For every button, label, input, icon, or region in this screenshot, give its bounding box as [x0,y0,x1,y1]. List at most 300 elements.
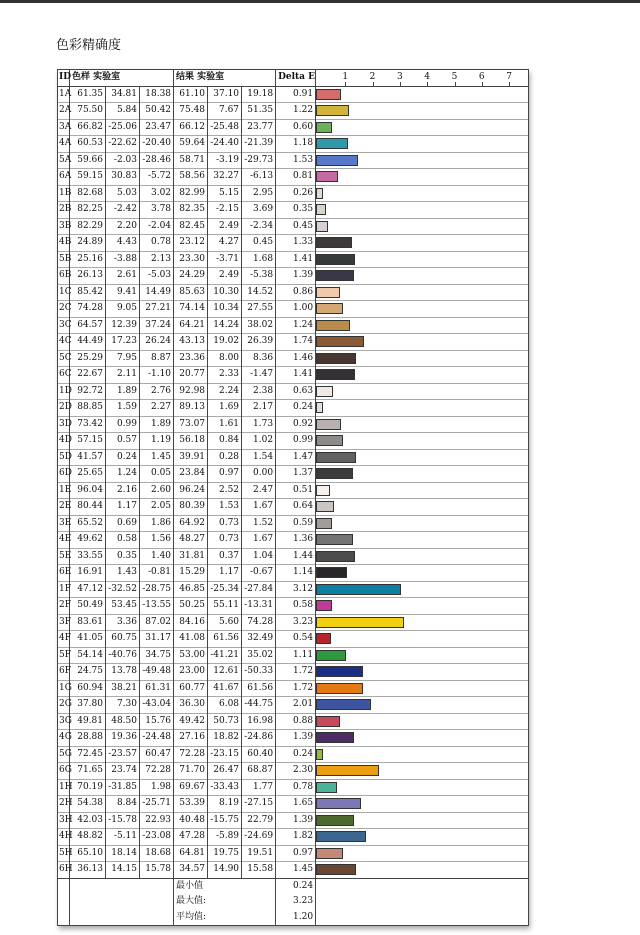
header-id: ID [58,70,70,87]
result-a: 14.90 [208,862,242,879]
delta-e-bar-cell [316,433,529,450]
result-a: 1.17 [208,565,242,582]
delta-e-value: 1.65 [276,796,316,813]
reference-b: -20.40 [140,136,174,153]
delta-e-bar [316,633,331,644]
result-a: -2.15 [208,202,242,219]
delta-e-bar-cell [316,169,529,186]
table-row [58,268,529,285]
patch-id: 5B [58,251,70,268]
color-accuracy-table-container [57,69,528,926]
result-a: 0.84 [208,433,242,450]
reference-a: 12.39 [106,317,140,334]
delta-e-bar-cell [316,301,529,318]
delta-e-value: 0.54 [276,631,316,648]
delta-e-bar [316,270,354,281]
delta-e-value: 1.47 [276,449,316,466]
table-row [58,334,529,351]
patch-id: 5H [58,845,70,862]
reference-a: -2.03 [106,152,140,169]
table-row [58,598,529,615]
result-l: 71.70 [174,763,208,780]
result-b: -50.33 [242,664,276,681]
axis-tick-label: 4 [424,72,431,83]
delta-e-bar-cell [316,334,529,351]
delta-e-value: 0.45 [276,218,316,235]
delta-e-value: 0.58 [276,598,316,615]
reference-a: 5.84 [106,103,140,120]
reference-l: 41.05 [70,631,106,648]
delta-e-bar-cell [316,218,529,235]
delta-e-bar [316,732,354,743]
reference-a: -22.62 [106,136,140,153]
delta-e-bar [316,749,323,760]
result-l: 61.10 [174,86,208,103]
table-row [58,812,529,829]
reference-a: 9.05 [106,301,140,318]
result-l: 46.85 [174,581,208,598]
reference-a: 5.03 [106,185,140,202]
reference-l: 82.29 [70,218,106,235]
summary-row [58,910,529,926]
result-b: 2.38 [242,383,276,400]
delta-e-bar [316,650,346,661]
delta-e-bar-cell [316,235,529,252]
patch-id: 3D [58,416,70,433]
reference-b: 1.45 [140,449,174,466]
delta-e-bar [316,303,343,314]
delta-e-value: 0.63 [276,383,316,400]
table-row [58,515,529,532]
result-l: 53.39 [174,796,208,813]
reference-a: -5.11 [106,829,140,846]
reference-a: 2.11 [106,367,140,384]
delta-e-bar-cell [316,86,529,103]
reference-b: 0.05 [140,466,174,483]
result-b: 2.47 [242,482,276,499]
reference-a: 0.58 [106,532,140,549]
patch-id: 4E [58,532,70,549]
reference-b: 15.76 [140,713,174,730]
result-a: 0.28 [208,449,242,466]
patch-id: 6C [58,367,70,384]
result-l: 24.29 [174,268,208,285]
reference-b: 3.02 [140,185,174,202]
patch-id: 5D [58,449,70,466]
result-b: 16.98 [242,713,276,730]
result-l: 85.63 [174,284,208,301]
reference-l: 25.65 [70,466,106,483]
table-row [58,284,529,301]
result-b: 23.77 [242,119,276,136]
table-row [58,119,529,136]
patch-id: 2C [58,301,70,318]
delta-e-value: 1.44 [276,548,316,565]
reference-b: -5.03 [140,268,174,285]
delta-e-value: 0.86 [276,284,316,301]
reference-b: -25.71 [140,796,174,813]
result-l: 64.21 [174,317,208,334]
delta-e-bar-cell [316,136,529,153]
table-row [58,218,529,235]
result-l: 39.91 [174,449,208,466]
delta-e-bar-cell [316,103,529,120]
result-a: -3.71 [208,251,242,268]
result-l: 89.13 [174,400,208,417]
result-a: 5.15 [208,185,242,202]
result-b: -27.15 [242,796,276,813]
delta-e-bar [316,105,349,116]
reference-b: -24.48 [140,730,174,747]
result-b: 1.67 [242,499,276,516]
reference-b: 2.76 [140,383,174,400]
delta-e-bar-cell [316,367,529,384]
result-b: 19.18 [242,86,276,103]
result-a: 8.19 [208,796,242,813]
delta-e-bar-cell [316,317,529,334]
header-result-lab: 结果 实验室 [174,70,276,87]
reference-a: -31.85 [106,779,140,796]
delta-e-bar [316,171,338,182]
reference-a: 7.95 [106,350,140,367]
table-row [58,185,529,202]
result-l: 43.13 [174,334,208,351]
patch-id: 2F [58,598,70,615]
delta-e-value: 1.14 [276,565,316,582]
delta-e-bar [316,336,364,347]
reference-l: 60.53 [70,136,106,153]
header-delta-e: Delta E [276,70,316,87]
reference-b: 0.78 [140,235,174,252]
patch-id: 1E [58,482,70,499]
delta-e-value: 1.39 [276,268,316,285]
table-row [58,697,529,714]
patch-id: 5E [58,548,70,565]
table-row [58,763,529,780]
result-a: -25.48 [208,119,242,136]
delta-e-bar-cell [316,647,529,664]
reference-l: 36.13 [70,862,106,879]
reference-l: 65.52 [70,515,106,532]
reference-l: 72.45 [70,746,106,763]
result-b: -44.75 [242,697,276,714]
reference-l: 61.35 [70,86,106,103]
patch-id: 2H [58,796,70,813]
result-l: 82.35 [174,202,208,219]
delta-e-value: 3.23 [276,614,316,631]
reference-a: 1.59 [106,400,140,417]
result-b: 3.69 [242,202,276,219]
reference-b: 15.78 [140,862,174,879]
color-accuracy-table [57,69,529,926]
result-b: 1.02 [242,433,276,450]
delta-e-value: 0.81 [276,169,316,186]
result-l: 27.16 [174,730,208,747]
axis-tick-label: 3 [396,72,403,83]
delta-e-value: 1.45 [276,862,316,879]
patch-id: 3G [58,713,70,730]
patch-id: 6A [58,169,70,186]
delta-e-value: 0.92 [276,416,316,433]
result-l: 72.28 [174,746,208,763]
patch-id: 3E [58,515,70,532]
result-b: -27.84 [242,581,276,598]
delta-e-bar [316,617,404,628]
delta-e-value: 0.35 [276,202,316,219]
table-row [58,416,529,433]
reference-l: 37.80 [70,697,106,714]
reference-a: 2.16 [106,482,140,499]
delta-e-value: 0.78 [276,779,316,796]
table-row [58,845,529,862]
table-header-row [58,70,529,87]
patch-id: 4A [58,136,70,153]
delta-e-bar-cell [316,746,529,763]
result-a: 19.75 [208,845,242,862]
result-l: 48.27 [174,532,208,549]
reference-a: 0.99 [106,416,140,433]
axis-tick-label: 5 [451,72,458,83]
page-title: 色彩精确度 [56,38,122,53]
reference-l: 66.82 [70,119,106,136]
delta-e-value: 0.64 [276,499,316,516]
summary-empty [58,910,70,926]
summary-label: 平均值: [174,910,276,926]
delta-e-value: 3.12 [276,581,316,598]
reference-b: -43.04 [140,697,174,714]
result-l: 74.14 [174,301,208,318]
axis-tick-label: 6 [478,72,485,83]
delta-e-value: 1.53 [276,152,316,169]
result-l: 40.48 [174,812,208,829]
delta-e-bar-cell [316,680,529,697]
result-a: 8.00 [208,350,242,367]
delta-e-bar-cell [316,614,529,631]
patch-id: 1G [58,680,70,697]
delta-e-bar [316,402,323,413]
patch-id: 1A [58,86,70,103]
reference-b: 60.47 [140,746,174,763]
reference-a: 14.15 [106,862,140,879]
reference-a: 0.57 [106,433,140,450]
patch-id: 2D [58,400,70,417]
summary-empty [58,878,70,894]
result-b: 32.49 [242,631,276,648]
reference-a: -32.52 [106,581,140,598]
patch-id: 2E [58,499,70,516]
delta-e-value: 1.18 [276,136,316,153]
table-row [58,317,529,334]
delta-e-value: 0.59 [276,515,316,532]
delta-e-bar [316,287,339,298]
reference-l: 25.29 [70,350,106,367]
reference-l: 88.85 [70,400,106,417]
result-a: 2.52 [208,482,242,499]
reference-b: 2.27 [140,400,174,417]
delta-e-bar-cell [316,416,529,433]
result-b: 0.45 [242,235,276,252]
reference-a: 23.74 [106,763,140,780]
result-a: -33.43 [208,779,242,796]
result-a: 10.30 [208,284,242,301]
result-l: 23.00 [174,664,208,681]
result-a: 10.34 [208,301,242,318]
table-row [58,614,529,631]
delta-e-bar-cell [316,565,529,582]
result-b: -5.38 [242,268,276,285]
delta-e-bar-cell [316,845,529,862]
result-a: 14.24 [208,317,242,334]
patch-id: 5G [58,746,70,763]
result-a: 26.47 [208,763,242,780]
reference-l: 22.67 [70,367,106,384]
result-a: 61.56 [208,631,242,648]
reference-l: 92.72 [70,383,106,400]
result-a: 2.49 [208,268,242,285]
delta-e-value: 1.37 [276,466,316,483]
delta-e-bar-cell [316,763,529,780]
reference-l: 44.49 [70,334,106,351]
reference-b: 1.86 [140,515,174,532]
result-a: 2.24 [208,383,242,400]
patch-id: 3B [58,218,70,235]
result-b: 2.17 [242,400,276,417]
patch-id: 3A [58,119,70,136]
reference-l: 50.49 [70,598,106,615]
summary-empty [316,878,529,894]
patch-id: 2A [58,103,70,120]
table-row [58,202,529,219]
reference-l: 54.14 [70,647,106,664]
reference-l: 57.15 [70,433,106,450]
reference-a: 2.61 [106,268,140,285]
delta-e-bar-cell [316,350,529,367]
result-a: 12.61 [208,664,242,681]
result-l: 96.24 [174,482,208,499]
reference-b: -0.81 [140,565,174,582]
delta-e-bar [316,534,353,545]
table-row [58,862,529,879]
delta-e-bar [316,254,355,265]
reference-a: 19.36 [106,730,140,747]
reference-a: 17.23 [106,334,140,351]
result-b: 38.02 [242,317,276,334]
result-a: 7.67 [208,103,242,120]
delta-e-bar [316,452,356,463]
result-b: -24.69 [242,829,276,846]
result-b: 0.00 [242,466,276,483]
reference-a: -3.88 [106,251,140,268]
delta-e-bar-cell [316,598,529,615]
reference-b: 1.40 [140,548,174,565]
patch-id: 5A [58,152,70,169]
delta-e-bar-cell [316,466,529,483]
delta-e-bar [316,89,341,100]
result-b: -0.67 [242,565,276,582]
result-a: 0.73 [208,515,242,532]
patch-id: 2G [58,697,70,714]
result-b: 1.54 [242,449,276,466]
result-l: 49.42 [174,713,208,730]
summary-empty [58,894,70,910]
result-b: 61.56 [242,680,276,697]
reference-b: 1.89 [140,416,174,433]
result-b: -13.31 [242,598,276,615]
reference-b: 26.24 [140,334,174,351]
delta-e-bar-cell [316,697,529,714]
delta-e-value: 0.88 [276,713,316,730]
delta-e-value: 1.24 [276,317,316,334]
reference-a: -2.42 [106,202,140,219]
reference-l: 26.13 [70,268,106,285]
table-row [58,152,529,169]
reference-l: 59.15 [70,169,106,186]
table-row [58,548,529,565]
delta-e-bar [316,567,347,578]
reference-l: 54.38 [70,796,106,813]
delta-e-value: 0.97 [276,845,316,862]
table-row [58,631,529,648]
delta-e-bar [316,716,340,727]
delta-e-bar-cell [316,581,529,598]
delta-e-bar [316,435,343,446]
result-l: 23.30 [174,251,208,268]
reference-a: 1.43 [106,565,140,582]
result-b: 1.67 [242,532,276,549]
delta-e-value: 1.22 [276,103,316,120]
result-b: 68.87 [242,763,276,780]
reference-l: 83.61 [70,614,106,631]
table-row [58,350,529,367]
reference-b: 2.13 [140,251,174,268]
reference-a: 34.81 [106,86,140,103]
patch-id: 2B [58,202,70,219]
patch-id: 1F [58,581,70,598]
result-a: -3.19 [208,152,242,169]
result-l: 69.67 [174,779,208,796]
table-row [58,466,529,483]
summary-empty [70,910,174,926]
reference-l: 24.89 [70,235,106,252]
reference-a: 4.43 [106,235,140,252]
table-row [58,235,529,252]
delta-e-bar [316,699,371,710]
result-b: 1.04 [242,548,276,565]
reference-l: 59.66 [70,152,106,169]
result-b: 14.52 [242,284,276,301]
result-l: 82.99 [174,185,208,202]
result-a: 32.27 [208,169,242,186]
reference-b: -5.72 [140,169,174,186]
reference-l: 49.62 [70,532,106,549]
result-b: 74.28 [242,614,276,631]
reference-a: 38.21 [106,680,140,697]
reference-b: 18.68 [140,845,174,862]
reference-b: -28.75 [140,581,174,598]
result-l: 41.08 [174,631,208,648]
table-row [58,383,529,400]
result-a: 19.02 [208,334,242,351]
result-l: 64.92 [174,515,208,532]
result-l: 23.84 [174,466,208,483]
delta-e-bar [316,320,350,331]
reference-a: -40.76 [106,647,140,664]
reference-a: 0.24 [106,449,140,466]
delta-e-bar [316,815,354,826]
reference-a: -23.57 [106,746,140,763]
table-row [58,499,529,516]
result-b: 27.55 [242,301,276,318]
